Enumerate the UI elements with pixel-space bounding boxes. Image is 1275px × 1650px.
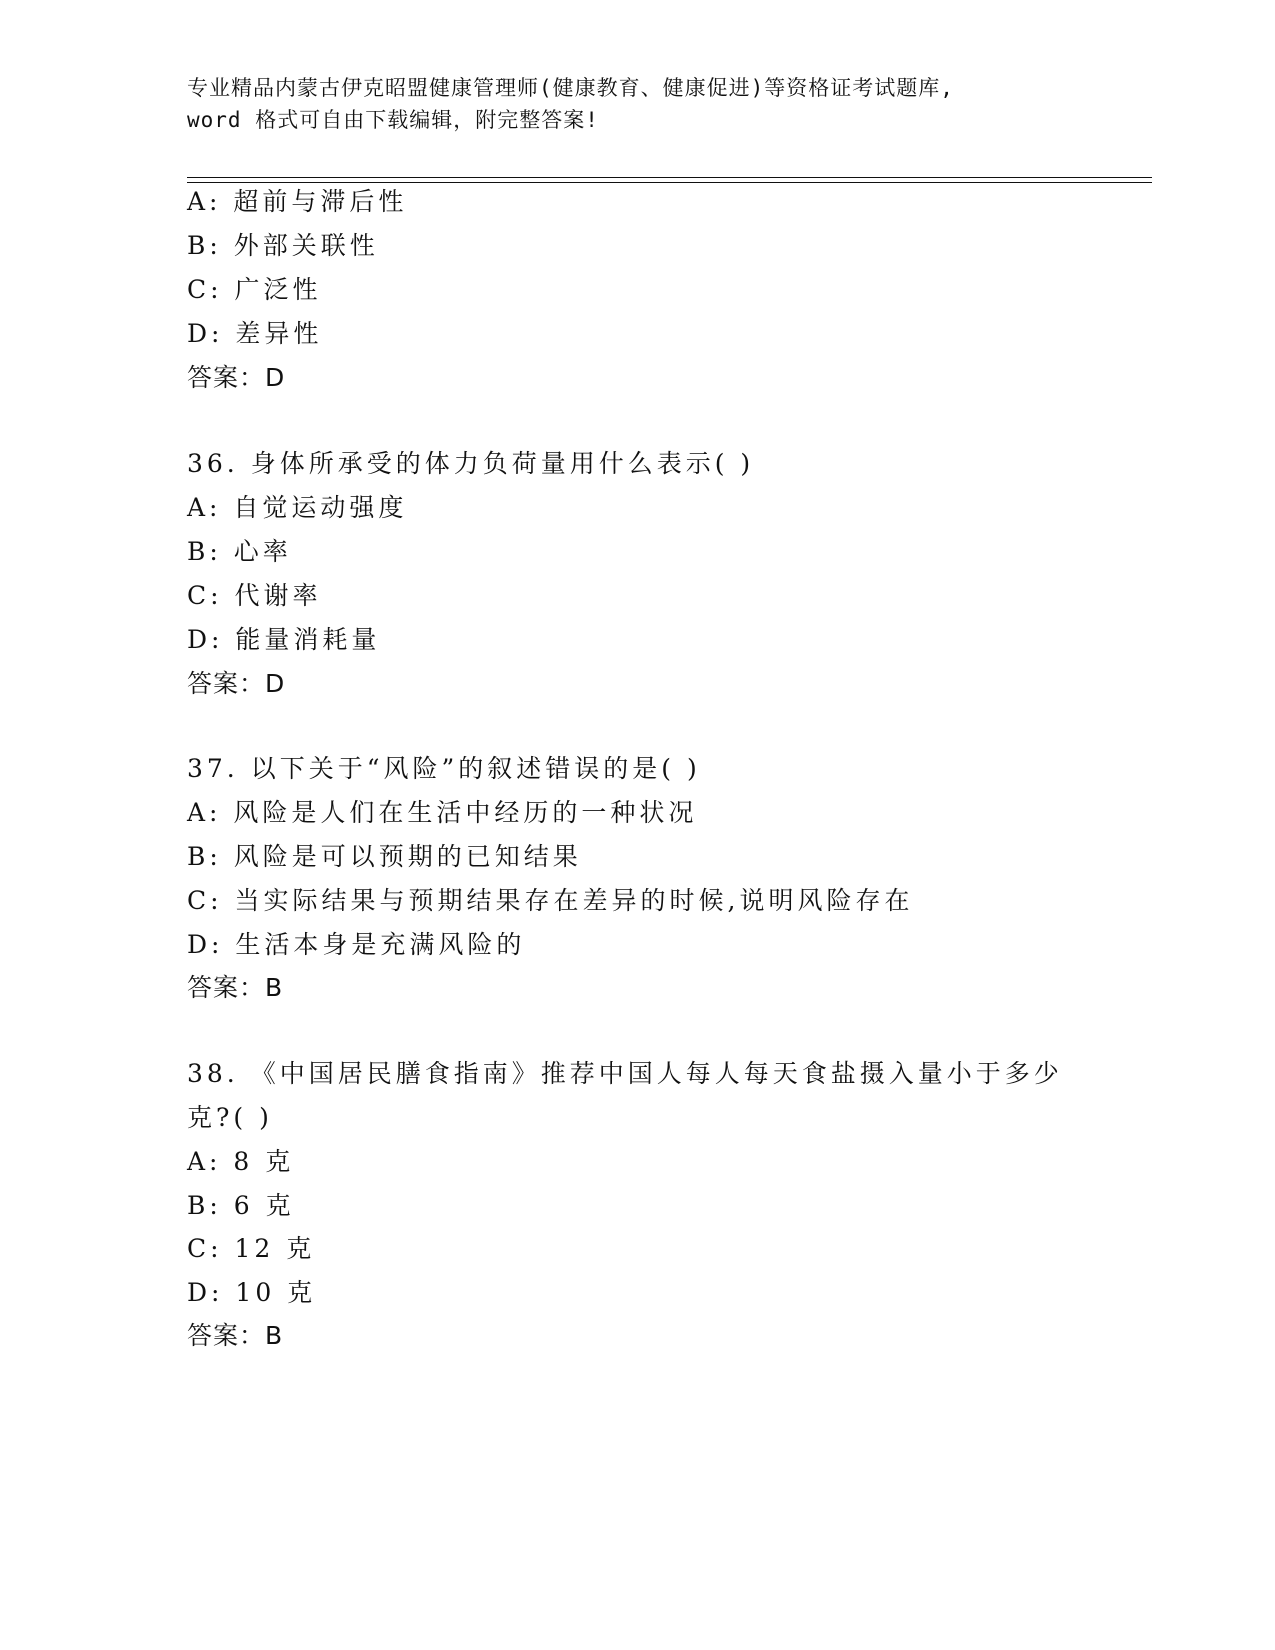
q36-option-d: D: 能量消耗量 bbox=[187, 625, 381, 654]
q37-question: 37. 以下关于“风险”的叙述错误的是( ) bbox=[187, 754, 701, 783]
q35-option-a: A: 超前与滞后性 bbox=[187, 187, 408, 216]
q38-question-line-2: 克?( ) bbox=[187, 1103, 273, 1132]
q35-option-d: D: 差异性 bbox=[187, 319, 323, 348]
q37-option-d: D: 生活本身是充满风险的 bbox=[187, 930, 526, 959]
q35-answer: 答案：D bbox=[187, 363, 286, 392]
header-line-2: word 格式可自由下载编辑，附完整答案! bbox=[187, 108, 599, 132]
q38-option-b: B: 6 克 bbox=[187, 1191, 295, 1220]
q37-answer: 答案：B bbox=[187, 973, 284, 1002]
header-divider-top bbox=[187, 177, 1152, 178]
q35-option-c: C: 广泛性 bbox=[187, 275, 322, 304]
q35-option-b: B: 外部关联性 bbox=[187, 231, 379, 260]
q36-question: 36. 身体所承受的体力负荷量用什么表示( ) bbox=[187, 449, 755, 478]
q37-option-b: B: 风险是可以预期的已知结果 bbox=[187, 842, 582, 871]
q36-answer: 答案：D bbox=[187, 669, 286, 698]
q38-option-c: C: 12 克 bbox=[187, 1234, 316, 1263]
q38-question-line-1: 38. 《中国居民膳食指南》推荐中国人每人每天食盐摄入量小于多少 bbox=[187, 1059, 1063, 1088]
q38-answer: 答案：B bbox=[187, 1321, 284, 1350]
q38-option-a: A: 8 克 bbox=[187, 1147, 295, 1176]
q36-option-c: C: 代谢率 bbox=[187, 581, 322, 610]
q37-option-a: A: 风险是人们在生活中经历的一种状况 bbox=[187, 798, 698, 827]
q37-option-c: C: 当实际结果与预期结果存在差异的时候,说明风险存在 bbox=[187, 886, 914, 915]
header-divider-bottom bbox=[187, 182, 1152, 183]
q36-option-b: B: 心率 bbox=[187, 537, 292, 566]
document-header bbox=[187, 72, 1087, 136]
q36-option-a: A: 自觉运动强度 bbox=[187, 493, 408, 522]
q38-option-d: D: 10 克 bbox=[187, 1278, 317, 1307]
header-line-1: 专业精品内蒙古伊克昭盟健康管理师(健康教育、健康促进)等资格证考试题库, bbox=[187, 76, 954, 100]
